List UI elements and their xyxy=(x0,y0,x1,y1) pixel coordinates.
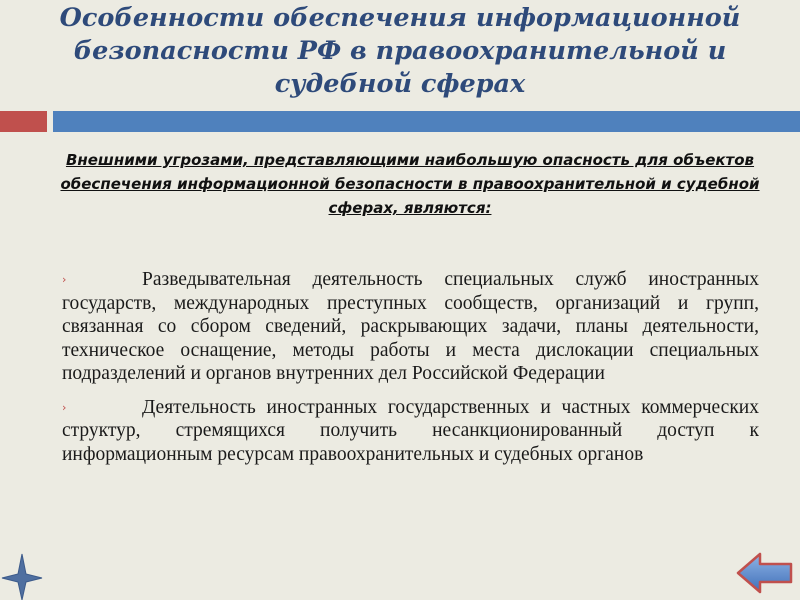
back-arrow-icon[interactable] xyxy=(736,552,794,594)
bullet-text: Деятельность иностранных государственных и частных коммерческих структур, стремящихся получить несанкционированный доступ к информационным ресурсам правоохранительных и судебных органов xyxy=(62,396,759,465)
chevron-right-icon: › xyxy=(62,400,67,414)
accent-bar-red xyxy=(0,111,47,132)
accent-bar-blue xyxy=(53,111,800,132)
slide-subtitle: Внешними угрозами, представляющими наибольшую опасность для объектов обеспечения информационной безопасности в правоохранительной и судебной сферах, являются: xyxy=(60,151,760,217)
bullet-item xyxy=(62,268,759,386)
chevron-right-icon: › xyxy=(62,273,67,286)
bullet-item xyxy=(62,396,759,467)
slide-title: Особенности обеспечения информационной безопасности РФ в правоохранительной и судебной сферах xyxy=(59,3,741,99)
bullet-list xyxy=(62,268,759,466)
four-point-star-icon xyxy=(0,552,44,600)
bullet-text: Разведывательная деятельность специальных служб иностранных государств, международных преступных сообществ, организаций и групп, связанная со сбором сведений, раскрывающих задачи, планы деятельности, техническое оснащение, методы работы и места дислокации специальных подразделений и органов внутренних дел Российской Федерации xyxy=(62,269,759,384)
